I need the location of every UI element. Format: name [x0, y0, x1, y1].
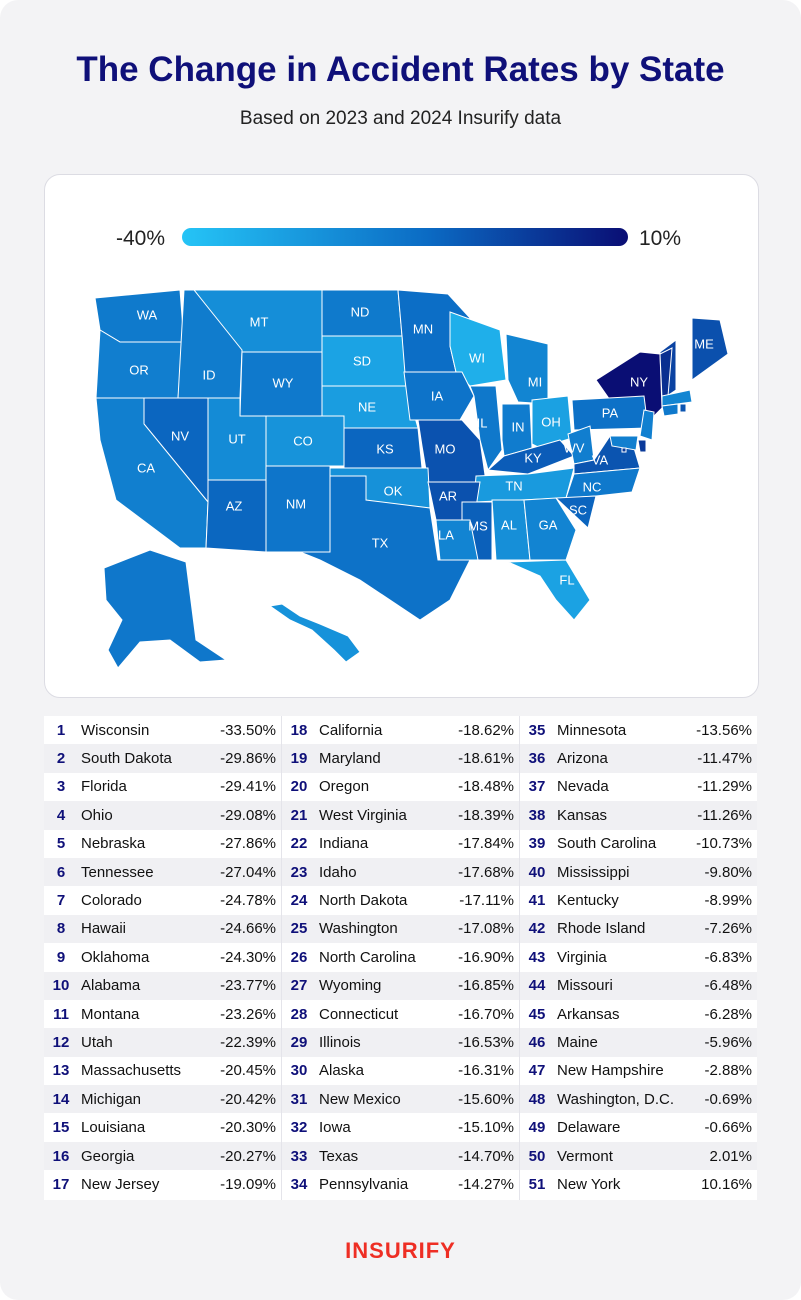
table-cell-state: Oklahoma — [81, 948, 150, 966]
table-row — [520, 858, 757, 886]
table-row — [282, 1142, 519, 1170]
table-cell-rank: 47 — [528, 1062, 546, 1080]
table-cell-value: -23.77% — [220, 977, 276, 995]
table-cell-rank: 23 — [290, 863, 308, 881]
table-cell-state: Maryland — [319, 750, 381, 768]
table-cell-rank: 9 — [56, 948, 66, 966]
state-label-ok: OK — [383, 483, 403, 499]
state-shape — [638, 440, 646, 452]
table-cell-state: Idaho — [319, 863, 357, 881]
table-cell-state: North Dakota — [319, 892, 408, 910]
table-cell-value: -19.09% — [220, 1175, 276, 1193]
table-row — [44, 886, 281, 914]
state-label-ms: MS — [468, 518, 488, 534]
table-cell-rank: 28 — [290, 1005, 308, 1023]
table-cell-rank: 19 — [290, 750, 308, 768]
table-cell-state: New Hampshire — [557, 1062, 664, 1080]
table-row — [282, 1113, 519, 1141]
table-cell-state: Hawaii — [81, 920, 127, 938]
table-row — [282, 858, 519, 886]
table-cell-value: -17.84% — [458, 835, 514, 853]
table-cell-value: -24.78% — [220, 892, 276, 910]
page-subtitle: Based on 2023 and 2024 Insurify data — [239, 108, 562, 129]
table-cell-state: Massachusetts — [81, 1062, 182, 1080]
state-label-tn: TN — [505, 478, 523, 494]
table-cell-rank: 3 — [56, 778, 66, 796]
table-cell-state: Pennsylvania — [319, 1175, 409, 1193]
table-cell-rank: 20 — [290, 778, 308, 796]
table-cell-state: Rhode Island — [557, 920, 646, 938]
table-row — [44, 773, 281, 801]
table-row — [282, 1028, 519, 1056]
state-label-az: AZ — [225, 498, 243, 514]
state-label-me: ME — [694, 336, 714, 352]
table-cell-state: Minnesota — [557, 721, 627, 739]
state-label-ky: KY — [524, 450, 542, 466]
table-cell-value: -16.31% — [458, 1062, 514, 1080]
table-cell-value: -14.27% — [458, 1175, 514, 1193]
table-cell-rank: 37 — [528, 778, 546, 796]
table-cell-state: Iowa — [319, 1119, 351, 1137]
table-cell-state: Indiana — [319, 835, 369, 853]
table-cell-value: -0.69% — [704, 1090, 752, 1108]
table-cell-state: South Carolina — [557, 835, 657, 853]
table-cell-state: California — [319, 721, 383, 739]
table-row — [520, 886, 757, 914]
table-cell-rank: 51 — [528, 1175, 546, 1193]
table-row — [44, 1085, 281, 1113]
state-ranking-table — [44, 716, 757, 1200]
table-cell-state: Wisconsin — [81, 721, 150, 739]
table-cell-rank: 12 — [52, 1033, 70, 1051]
table-cell-value: -18.48% — [458, 778, 514, 796]
state-label-nc: NC — [582, 479, 602, 495]
table-row — [44, 1000, 281, 1028]
table-cell-state: Virginia — [557, 948, 607, 966]
state-mi — [506, 334, 548, 404]
state-label-la: LA — [438, 527, 454, 543]
table-cell-value: -17.08% — [458, 920, 514, 938]
table-row — [282, 1057, 519, 1085]
state-label-fl: FL — [559, 572, 575, 588]
table-cell-rank: 32 — [290, 1119, 308, 1137]
state-shape — [622, 448, 626, 452]
table-row — [520, 915, 757, 943]
table-cell-value: -27.04% — [220, 863, 276, 881]
table-cell-state: Utah — [81, 1033, 113, 1051]
state-label-tx: TX — [371, 535, 389, 551]
table-row — [44, 858, 281, 886]
table-cell-value: -29.86% — [220, 750, 276, 768]
table-cell-value: -6.28% — [704, 1005, 752, 1023]
state-shape — [680, 404, 686, 412]
table-cell-state: West Virginia — [319, 806, 407, 824]
table-cell-state: Colorado — [81, 892, 142, 910]
table-cell-value: -17.11% — [459, 892, 514, 910]
table-cell-state: Oregon — [319, 778, 370, 796]
table-cell-state: Alabama — [81, 977, 141, 995]
insurify-logo: INSURIFY — [345, 1238, 456, 1263]
legend-min-label: -40% — [116, 227, 166, 250]
table-row — [520, 943, 757, 971]
table-cell-rank: 46 — [528, 1033, 546, 1051]
table-row — [282, 943, 519, 971]
table-row — [44, 1113, 281, 1141]
table-cell-rank: 24 — [290, 892, 308, 910]
table-cell-value: -16.53% — [458, 1033, 514, 1051]
table-cell-state: Montana — [81, 1005, 140, 1023]
table-cell-value: -14.70% — [458, 1147, 514, 1165]
state-label-sc: SC — [568, 502, 588, 518]
table-cell-state: North Carolina — [319, 948, 416, 966]
table-cell-state: Missouri — [557, 977, 613, 995]
table-cell-value: -6.83% — [704, 948, 752, 966]
table-cell-state: Vermont — [557, 1147, 613, 1165]
table-cell-value: -29.08% — [220, 806, 276, 824]
table-cell-state: Illinois — [319, 1033, 361, 1051]
table-row — [520, 716, 757, 744]
table-cell-rank: 22 — [290, 835, 308, 853]
state-label-wv: WV — [563, 440, 585, 456]
table-row — [282, 773, 519, 801]
table-cell-value: -20.45% — [220, 1062, 276, 1080]
state-label-nv: NV — [170, 428, 190, 444]
table-cell-value: -8.99% — [704, 892, 752, 910]
table-row — [520, 1085, 757, 1113]
state-label-or: OR — [129, 362, 149, 378]
table-row — [520, 1142, 757, 1170]
table-cell-state: New Jersey — [81, 1175, 160, 1193]
table-cell-state: Florida — [81, 778, 127, 796]
table-row — [282, 972, 519, 1000]
table-cell-state: Washington, D.C. — [557, 1090, 674, 1108]
table-row — [282, 716, 519, 744]
table-cell-state: Texas — [319, 1147, 359, 1165]
table-cell-value: -29.41% — [220, 778, 276, 796]
table-cell-rank: 27 — [290, 977, 308, 995]
table-row — [520, 1028, 757, 1056]
table-cell-rank: 8 — [56, 920, 66, 938]
state-fl — [508, 560, 590, 620]
table-row — [520, 1170, 757, 1198]
table-cell-rank: 10 — [52, 977, 70, 995]
table-row — [520, 972, 757, 1000]
table-cell-value: -22.39% — [220, 1033, 276, 1051]
table-cell-rank: 14 — [52, 1090, 70, 1108]
table-cell-rank: 36 — [528, 750, 546, 768]
table-row — [44, 1142, 281, 1170]
table-cell-rank: 39 — [528, 835, 546, 853]
table-row — [44, 972, 281, 1000]
table-cell-state: Tennessee — [81, 863, 154, 881]
table-cell-rank: 43 — [528, 948, 546, 966]
table-cell-rank: 41 — [528, 892, 546, 910]
state-label-nd: ND — [350, 304, 370, 320]
table-cell-rank: 31 — [290, 1090, 308, 1108]
table-cell-rank: 17 — [52, 1175, 70, 1193]
state-label-il: IL — [476, 415, 488, 431]
table-row — [282, 915, 519, 943]
state-label-va: VA — [591, 452, 609, 468]
table-column — [520, 716, 757, 1200]
table-row — [520, 1057, 757, 1085]
table-cell-rank: 4 — [56, 806, 66, 824]
table-cell-value: -15.60% — [458, 1090, 514, 1108]
table-cell-state: Delaware — [557, 1119, 621, 1137]
table-row — [44, 1057, 281, 1085]
table-cell-state: Georgia — [81, 1147, 135, 1165]
table-row — [520, 1000, 757, 1028]
table-cell-state: South Dakota — [81, 750, 172, 768]
table-row — [520, 801, 757, 829]
table-cell-value: -24.30% — [220, 948, 276, 966]
table-cell-value: -18.62% — [458, 721, 514, 739]
state-label-ca: CA — [136, 460, 156, 476]
table-row — [282, 801, 519, 829]
table-cell-rank: 48 — [528, 1090, 546, 1108]
table-cell-value: -6.48% — [704, 977, 752, 995]
table-cell-state: Nebraska — [81, 835, 146, 853]
table-cell-value: -20.30% — [220, 1119, 276, 1137]
table-cell-rank: 42 — [528, 920, 546, 938]
table-cell-value: -33.50% — [220, 721, 276, 739]
table-cell-value: -9.80% — [704, 863, 752, 881]
table-column — [282, 716, 520, 1200]
legend-max-label: 10% — [639, 227, 682, 250]
table-cell-value: -0.66% — [704, 1119, 752, 1137]
table-cell-state: Louisiana — [81, 1119, 146, 1137]
state-label-mn: MN — [412, 321, 434, 337]
table-cell-value: -11.47% — [697, 750, 752, 768]
table-cell-value: -11.26% — [697, 806, 752, 824]
table-cell-state: Arkansas — [557, 1005, 620, 1023]
table-row — [44, 801, 281, 829]
table-cell-state: Nevada — [557, 778, 609, 796]
state-label-nm: NM — [285, 496, 307, 512]
table-row — [44, 1170, 281, 1198]
state-label-ut: UT — [228, 431, 246, 447]
state-label-in: IN — [511, 419, 525, 435]
table-cell-rank: 44 — [528, 977, 546, 995]
table-cell-rank: 34 — [290, 1175, 308, 1193]
state-label-co: CO — [293, 433, 313, 449]
table-cell-value: 2.01% — [709, 1147, 752, 1165]
state-label-id: ID — [202, 367, 216, 383]
table-cell-state: Wyoming — [319, 977, 382, 995]
state-label-ks: KS — [376, 441, 394, 457]
table-column — [44, 716, 282, 1200]
table-cell-rank: 6 — [56, 863, 66, 881]
table-cell-rank: 50 — [528, 1147, 546, 1165]
state-label-ny: NY — [629, 374, 649, 390]
table-row — [282, 744, 519, 772]
table-cell-state: Kentucky — [557, 892, 619, 910]
table-cell-state: Connecticut — [319, 1005, 399, 1023]
table-cell-state: New Mexico — [319, 1090, 401, 1108]
state-label-ga: GA — [538, 517, 558, 533]
table-cell-rank: 35 — [528, 721, 546, 739]
table-cell-state: Washington — [319, 920, 398, 938]
table-row — [44, 830, 281, 858]
table-row — [520, 773, 757, 801]
table-cell-rank: 40 — [528, 863, 546, 881]
table-cell-rank: 11 — [53, 1005, 69, 1023]
table-cell-rank: 2 — [56, 750, 66, 768]
table-row — [282, 886, 519, 914]
table-cell-value: -7.26% — [704, 920, 752, 938]
table-cell-state: Mississippi — [557, 863, 630, 881]
table-cell-rank: 38 — [528, 806, 546, 824]
table-cell-rank: 26 — [290, 948, 308, 966]
table-cell-rank: 1 — [56, 721, 66, 739]
table-cell-rank: 16 — [52, 1147, 70, 1165]
table-cell-value: -16.85% — [458, 977, 514, 995]
table-cell-value: -20.27% — [220, 1147, 276, 1165]
state-label-pa: PA — [601, 405, 619, 421]
table-row — [282, 830, 519, 858]
state-label-ar: AR — [438, 488, 458, 504]
table-cell-rank: 21 — [290, 806, 308, 824]
table-cell-value: -13.56% — [696, 721, 752, 739]
table-cell-value: -11.29% — [697, 778, 752, 796]
table-row — [44, 915, 281, 943]
table-cell-value: -16.90% — [458, 948, 514, 966]
state-label-wy: WY — [272, 375, 294, 391]
state-ak-shape — [104, 550, 226, 668]
table-cell-rank: 7 — [56, 892, 66, 910]
table-cell-value: -24.66% — [220, 920, 276, 938]
table-row — [44, 1028, 281, 1056]
state-label-sd: SD — [352, 353, 372, 369]
table-cell-state: Kansas — [557, 806, 608, 824]
table-cell-state: Arizona — [557, 750, 608, 768]
table-cell-value: 10.16% — [701, 1175, 752, 1193]
table-cell-rank: 5 — [56, 835, 66, 853]
table-row — [282, 1085, 519, 1113]
table-cell-value: -15.10% — [458, 1119, 514, 1137]
table-cell-state: Alaska — [319, 1062, 365, 1080]
table-cell-rank: 18 — [290, 721, 308, 739]
table-row — [520, 830, 757, 858]
state-label-oh: OH — [541, 414, 561, 430]
table-cell-value: -17.68% — [458, 863, 514, 881]
state-az — [206, 480, 266, 552]
table-cell-value: -5.96% — [704, 1033, 752, 1051]
table-cell-rank: 45 — [528, 1005, 546, 1023]
table-cell-rank: 13 — [52, 1062, 70, 1080]
table-cell-rank: 15 — [52, 1119, 70, 1137]
table-row — [44, 744, 281, 772]
table-cell-rank: 25 — [290, 920, 308, 938]
state-label-mt: MT — [249, 314, 269, 330]
table-cell-rank: 30 — [290, 1062, 308, 1080]
table-cell-value: -16.70% — [458, 1005, 514, 1023]
table-row — [520, 744, 757, 772]
table-row — [44, 716, 281, 744]
table-cell-state: Michigan — [81, 1090, 142, 1108]
table-row — [282, 1000, 519, 1028]
table-cell-value: -10.73% — [696, 835, 752, 853]
table-cell-state: Ohio — [81, 806, 113, 824]
table-cell-value: -2.88% — [704, 1062, 752, 1080]
state-shape — [662, 404, 678, 416]
state-label-ia: IA — [430, 388, 444, 404]
state-label-wi: WI — [469, 350, 485, 366]
table-cell-state: New York — [557, 1175, 621, 1193]
table-cell-rank: 29 — [290, 1033, 308, 1051]
state-label-mo: MO — [434, 441, 456, 457]
table-cell-rank: 33 — [290, 1147, 308, 1165]
table-row — [520, 1113, 757, 1141]
table-row — [282, 1170, 519, 1198]
state-label-ne: NE — [357, 399, 377, 415]
page-title: The Change in Accident Rates by State — [76, 50, 725, 89]
table-cell-rank: 49 — [528, 1119, 546, 1137]
table-row — [44, 943, 281, 971]
state-label-wa: WA — [136, 307, 158, 323]
table-cell-value: -18.39% — [458, 806, 514, 824]
table-cell-value: -27.86% — [220, 835, 276, 853]
table-cell-value: -18.61% — [458, 750, 514, 768]
table-cell-value: -23.26% — [220, 1005, 276, 1023]
table-cell-state: Maine — [557, 1033, 598, 1051]
state-label-mi: MI — [527, 374, 543, 390]
state-label-al: AL — [501, 517, 517, 533]
state-shape — [270, 604, 360, 662]
table-cell-value: -20.42% — [220, 1090, 276, 1108]
